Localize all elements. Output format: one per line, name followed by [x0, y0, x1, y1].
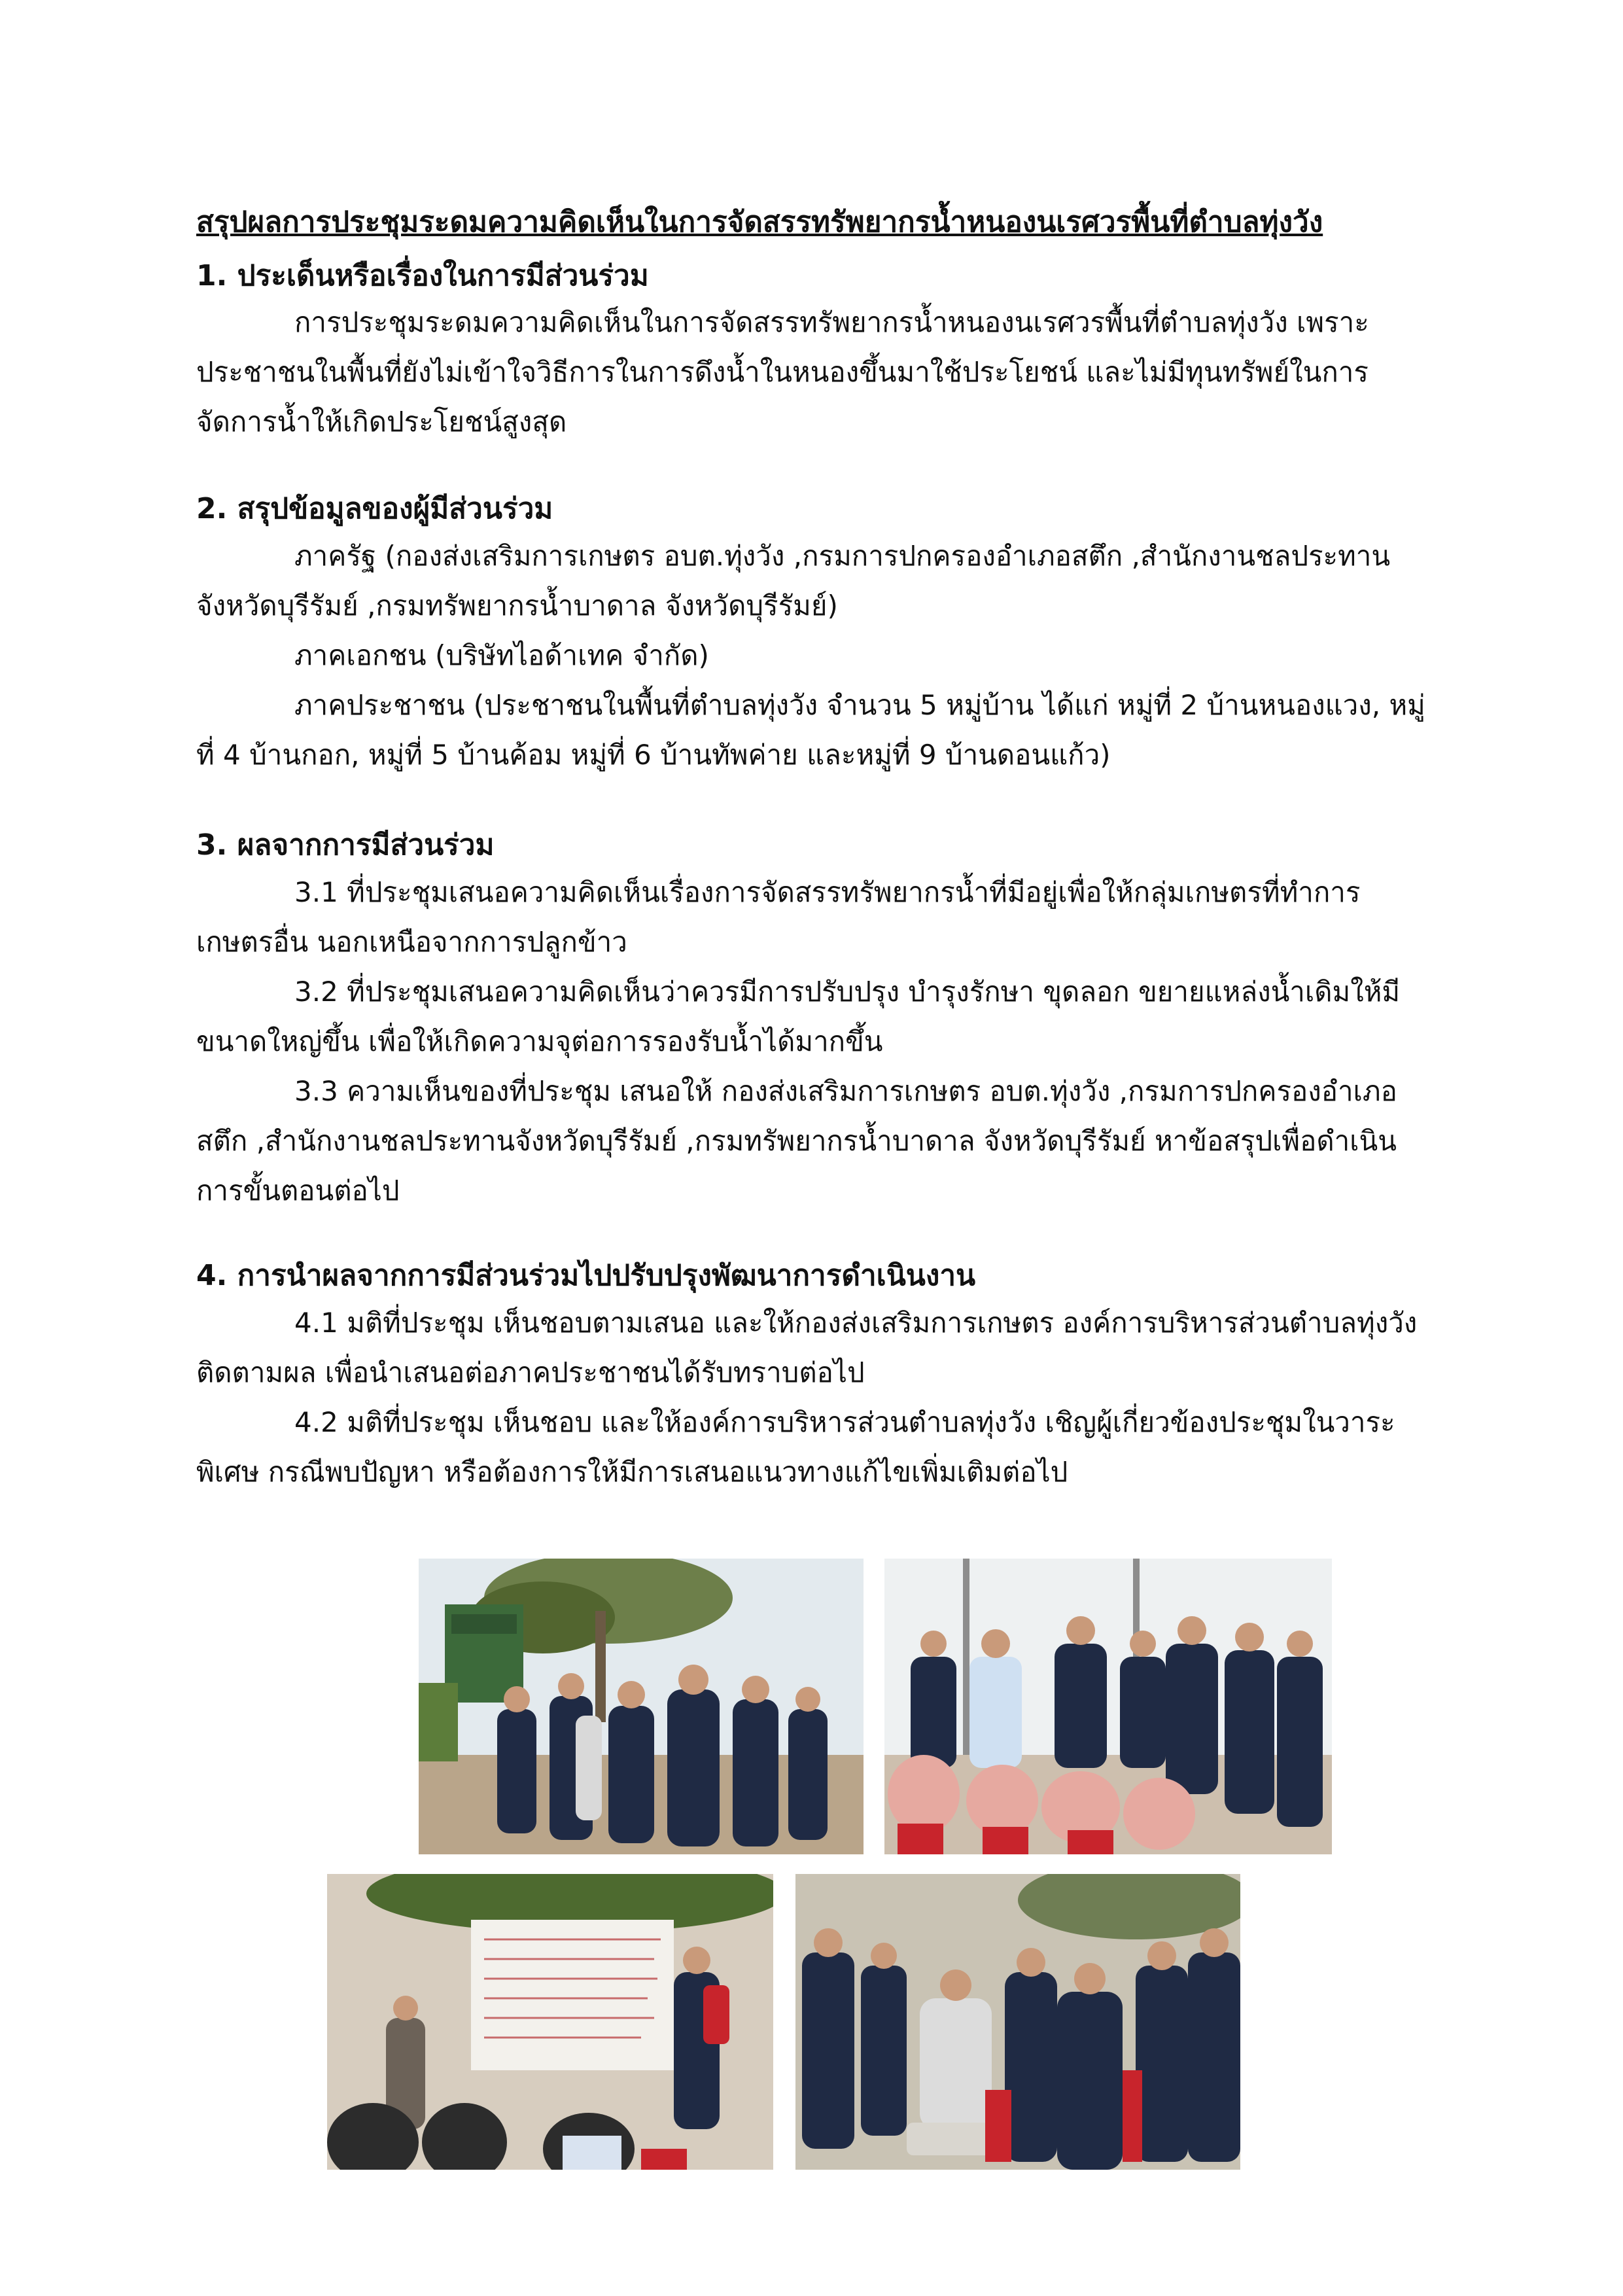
photo-officials-meeting-image: [884, 1559, 1332, 1854]
section-3-item-3: 3.3 ความเห็นของที่ประชุม เสนอให้ กองส่งเสริมการเกษตร อบต.ทุ่งวัง ,กรมการปกครองอำเภอสตึก ,สำนักงานชลประทานจังหวัดบุรีรัมย์ ,กรมทรัพยากรน้ำบาดาล จังหวัดบุรีรัมย์ หาข้อสรุปเพื่อดำเนินการขั้นตอนต่อไป: [196, 1075, 1397, 1207]
section-2-government: ภาครัฐ (กองส่งเสริมการเกษตร อบต.ทุ่งวัง ,กรมการปกครองอำเภอสตึก ,สำนักงานชลประทานจังหวัดบุรีรัมย์ ,กรมทรัพยากรน้ำบาดาล จังหวัดบุรีรัมย์): [196, 540, 1391, 622]
photo-seated-participants: [795, 1874, 1240, 2170]
section-2-heading: 2. สรุปข้อมูลของผู้มีส่วนร่วม: [196, 492, 553, 525]
section-2-private: ภาคเอกชน (บริษัทไอด้าเทค จำกัด): [294, 639, 709, 671]
section-3-heading: 3. ผลจากการมีส่วนร่วม: [196, 828, 495, 862]
photo-site-visit: [419, 1559, 864, 1854]
section-4-heading: 4. การนำผลจากการมีส่วนร่วมไปปรับปรุงพัฒนาการดำเนินงาน: [196, 1259, 976, 1292]
section-4-item-1: 4.1 มติที่ประชุม เห็นชอบตามเสนอ และให้กองส่งเสริมการเกษตร องค์การบริหารส่วนตำบลทุ่งวังติดตามผล เพื่อนำเสนอต่อภาคประชาชนได้รับทราบต่อไป: [196, 1307, 1418, 1388]
section-2-people: ภาคประชาชน (ประชาชนในพื้นที่ตำบลทุ่งวัง จำนวน 5 หมู่บ้าน ได้แก่ หมู่ที่ 2 บ้านหนองแวง, หมู่ที่ 4 บ้านกอก, หมู่ที่ 5 บ้านค้อม หมู่ที่ 6 บ้านทัพค่าย และหมู่ที่ 9 บ้านดอนแก้ว): [196, 689, 1425, 771]
photo-whiteboard-presentation-image: [327, 1874, 773, 2170]
section-4-item-2: 4.2 มติที่ประชุม เห็นชอบ และให้องค์การบริหารส่วนตำบลทุ่งวัง เชิญผู้เกี่ยวข้องประชุมในวาระพิเศษ กรณีพบปัญหา หรือต้องการให้มีการเสนอแนวทางแก้ไขเพิ่มเติมต่อไป: [196, 1406, 1395, 1488]
section-3-item-2: 3.2 ที่ประชุมเสนอความคิดเห็นว่าควรมีการปรับปรุง บำรุงรักษา ขุดลอก ขยายแหล่งน้ำเดิมให้มีขนาดใหญ่ขึ้น เพื่อให้เกิดความจุต่อการรองรับน้ำได้มากขึ้น: [196, 976, 1401, 1057]
section-3-item-1: 3.1 ที่ประชุมเสนอความคิดเห็นเรื่องการจัดสรรทรัพยากรน้ำที่มีอยู่เพื่อให้กลุ่มเกษตรที่ทำการเกษตรอื่น นอกเหนือจากการปลูกข้าว: [196, 876, 1361, 958]
section-1-heading: 1. ประเด็นหรือเรื่องในการมีส่วนร่วม: [196, 259, 649, 292]
photo-whiteboard-presentation: [327, 1874, 773, 2170]
photo-seated-participants-image: [795, 1874, 1240, 2170]
photo-site-visit-image: [419, 1559, 864, 1854]
document-title: สรุปผลการประชุมระดมความคิดเห็นในการจัดสรรทรัพยากรน้ำหนองนเรศวรพื้นที่ตำบลทุ่งวัง: [196, 205, 1323, 239]
photo-officials-meeting: [884, 1559, 1332, 1854]
section-1-text: การประชุมระดมความคิดเห็นในการจัดสรรทรัพยากรน้ำหนองนเรศวรพื้นที่ตำบลทุ่งวัง เพราะประชาชนในพื้นที่ยังไม่เข้าใจวิธีการในการดึงน้ำในหนองขึ้นมาใช้ประโยชน์ และไม่มีทุนทรัพย์ในการจัดการน้ำให้เกิดประโยชน์สูงสุด: [196, 306, 1369, 438]
